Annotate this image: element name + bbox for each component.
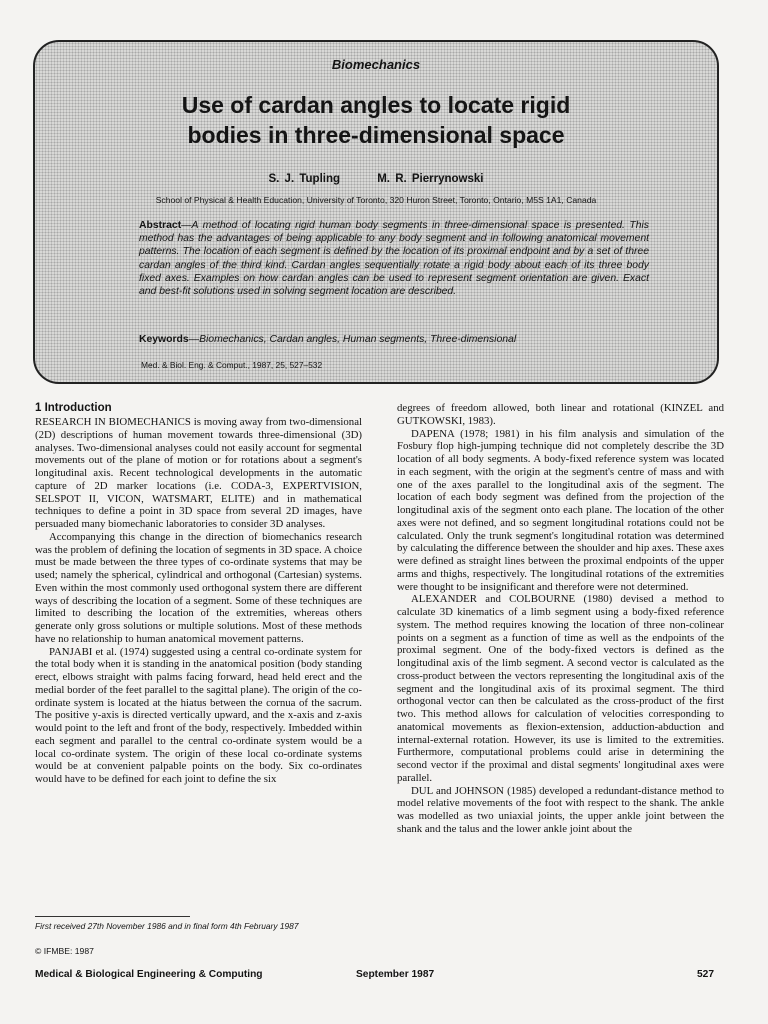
keywords-label: Keywords bbox=[139, 334, 189, 345]
keywords-text: —Biomechanics, Cardan angles, Human segments, Three-dimensional bbox=[188, 334, 517, 345]
section-label: Biomechanics bbox=[331, 57, 421, 72]
title-header-box bbox=[33, 40, 719, 384]
abstract-text: —A method of locating rigid human body segments in three-dimensional space is presented. This method has the advantages of being applicable to any body segment and in following anatomical movement patterns. The location of each segment is defined by the location of its proximal endpoint and by a set of three cardan angles of the third kind. Cardan angles sequentially rotate a rigid body about each of its three body fixed axes. Examples on how cardan angles can be used to represent segment orientation are given. Exact and best-fit solutions used in solving segment location are described. bbox=[139, 220, 649, 298]
body-paragraph: degrees of freedom allowed, both linear and rotational (KINZEL and GUTKOWSKI, 1983). bbox=[397, 402, 724, 427]
author-name: S. J. Tupling bbox=[268, 173, 341, 185]
affiliation: School of Physical & Health Education, University of Toronto, 320 Huron Street, Toronto, Ontario, M5S 1A1, Canada bbox=[155, 195, 597, 205]
right-column bbox=[397, 402, 724, 836]
body-paragraph: DUL and JOHNSON (1985) developed a redundant-distance method to model relative movements of the foot with respect to the shank. The ankle was modelled as two uniaxial joints, the upper ankle joint between the shank and the talus and the lower ankle joint about the bbox=[397, 784, 724, 835]
footnote-divider bbox=[35, 916, 190, 917]
author-name: M. R. Pierrynowski bbox=[377, 173, 484, 185]
body-paragraph: DAPENA (1978; 1981) in his film analysis and simulation of the Fosbury flop high-jumping technique did not completely describe the 3D location of all body segments. A body-fixed reference system was located in each segment, with the origin at the segment's centre of mass and with one of the axes parallel to the longitudinal axis of the segment. The location of each body segment was defined from the projection of the longitudinal axis of the segment onto each plane. The location of the other axes were not defined, and so segment longitudinal rotations could not be calculated. Only the trunk segment's longitudinal rotation was determined by calculating the difference between the shoulder and hip axes. These axes were defined as straight lines between the proximal endpoints of the upper arms and thighs, respectively. The longitudinal rotations of the extremities were thought to be insignificant and therefore were not determined. bbox=[397, 427, 724, 593]
journal-citation: Med. & Biol. Eng. & Comput., 1987, 25, 527–532 bbox=[141, 360, 323, 370]
body-paragraph: ALEXANDER and COLBOURNE (1980) devised a method to calculate 3D kinematics of a limb segment using a body-fixed reference system. The method requires knowing the location of three non-colinear points on a segment as a function of time as well as the endpoints of the proximal segment. One of the body-fixed vectors is defined as the longitudinal axis of the limb segment. A second vector is calculated as the cross-product between the vectors representing the longitudinal axis of the segment and the longitudinal axis of its proximal segment. The third orthogonal vector can then be calculated as the cross-product of the first two. This method allows for calculation of velocities corresponding to anatomical movements as flexion-extension, adduction-abduction and internal-external rotation. However, its use is limited to the extremities. Furthermore, computational problems could arise in determining the second vector if the proximal and distal segments' longitudinal axes were parallel. bbox=[397, 593, 724, 784]
paper-title bbox=[35, 90, 717, 150]
body-paragraph: PANJABI et al. (1974) suggested using a central co-ordinate system for the total body when it is standing in the anatomical position (body standing erect, elbows straight with palms facing forward, head held erect and the medial border of the feet parallel to the sagittal plane). The origin of the co-ordinate system is located at the hiatus between the cornua of the sacrum. The positive y-axis is directed vertically upward, and the x-axis and z-axis would point to the left and front of the body, respectively. Imbedded within each segment and parallel to the central co-ordinate system would be a local co-ordinate system. The origin of these local co-ordinate systems would be at convenient palpable points on the body. Six co-ordinates would have to be defined for each joint to define the six bbox=[35, 645, 362, 785]
left-column bbox=[35, 402, 362, 786]
footer-issue-date: September 1987 bbox=[356, 969, 435, 980]
abstract-label: Abstract bbox=[139, 220, 182, 231]
keywords bbox=[139, 334, 659, 345]
page-number: 527 bbox=[697, 969, 714, 980]
section-heading: 1 Introduction bbox=[35, 402, 112, 414]
copyright-notice: © IFMBE: 1987 bbox=[35, 946, 94, 956]
body-paragraph: RESEARCH IN BIOMECHANICS is moving away from two-dimensional (2D) descriptions of human movement towards three-dimensional (3D) analyses. Two-dimensional analyses could not easily account for segmental movements out of the plane of motion or for rotations about a segment's longitudinal axis. Recent technological developments in the automatic capture of 2D marker locations (i.e. CODA-3, EXPERTVISION, SELSPOT II, VICON, WATSMART, ELITE) and in mathematical techniques to define a point in 3D space from several 2D images, have persuaded many biomechanic laboratories to consider 3D analyses. bbox=[35, 416, 362, 530]
title-line-1: Use of cardan angles to locate rigid bbox=[181, 92, 571, 118]
received-footnote: First received 27th November 1986 and in final form 4th February 1987 bbox=[35, 921, 299, 931]
footer-journal-name: Medical & Biological Engineering & Computing bbox=[35, 969, 263, 980]
abstract bbox=[139, 219, 649, 298]
author-list bbox=[35, 173, 717, 185]
title-line-2: bodies in three-dimensional space bbox=[187, 122, 565, 148]
body-paragraph: Accompanying this change in the direction of biomechanics research was the problem of defining the location of segments in 3D space. A choice must be made between the three types of co-ordinate systems that may be used; namely the spherical, cylindrical and orthogonal (Cartesian) systems. Even within the most commonly used orthogonal system there are different ways of describing the location of a segment. Some of these techniques are limited to describing the location of the extremities, whereas others generate only gross solutions or multiple solutions. Most of these methods have no relationship to human anatomical movement patterns. bbox=[35, 530, 362, 645]
